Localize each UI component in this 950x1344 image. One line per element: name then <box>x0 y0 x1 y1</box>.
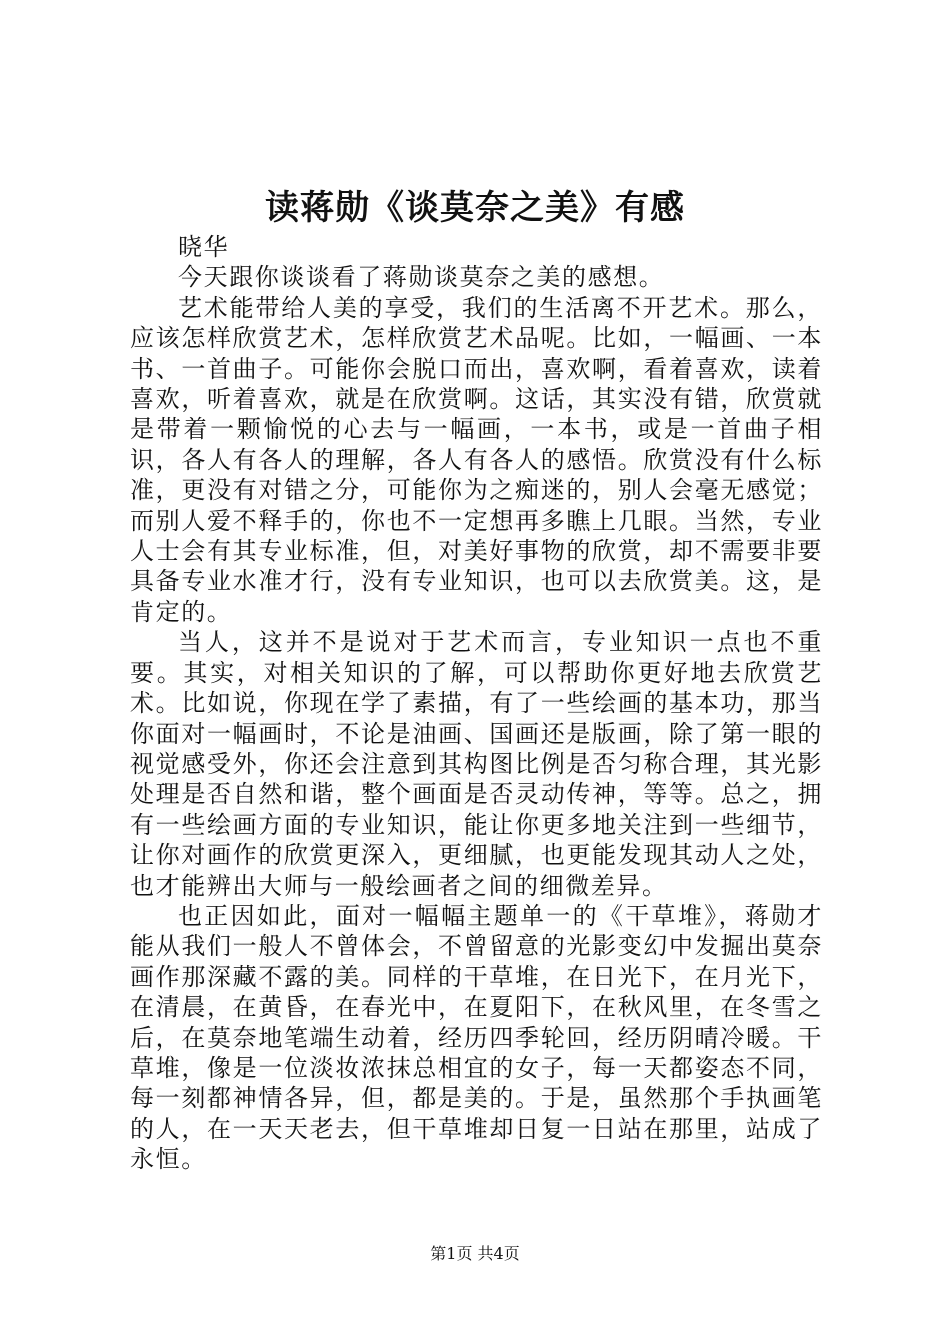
paragraph-4: 也正因如此，面对一幅幅主题单一的《干草堆》，蒋勋才能从我们一般人不曾体会，不曾留意的光影变幻中发掘出莫奈画作那深藏不露的美。同样的干草堆，在日光下，在月光下，在清晨，在黄昏，在春光中，在夏阳下，在秋风里，在冬雪之后，在莫奈地笔端生动着，经历四季轮回，经历阴晴冷暖。干草堆，像是一位淡妆浓抹总相宜的女子，每一天都姿态不同，每一刻都神情各异，但，都是美的。于是，虽然那个手执画笔的人，在一天天老去，但干草堆却日复一日站在那里，站成了永恒。 <box>130 901 823 1174</box>
paragraph-2: 艺术能带给人美的享受，我们的生活离不开艺术。那么，应该怎样欣赏艺术，怎样欣赏艺术品呢。比如，一幅画、一本书、一首曲子。可能你会脱口而出，喜欢啊，看着喜欢，读着喜欢，听着喜欢，就是在欣赏啊。这话，其实没有错，欣赏就是带着一颗愉悦的心去与一幅画，一本书，或是一首曲子相识，各人有各人的理解，各人有各人的感悟。欣赏没有什么标准，更没有对错之分，可能你为之痴迷的，别人会毫无感觉；而别人爱不释手的，你也不一定想再多瞧上几眼。当然，专业人士会有其专业标准，但，对美好事物的欣赏，却不需要非要具备专业水准才行，没有专业知识，也可以去欣赏美。这，是肯定的。 <box>130 293 823 626</box>
paragraph-1: 今天跟你谈谈看了蒋勋谈莫奈之美的感想。 <box>178 263 665 292</box>
page-footer: 第1页 共4页 <box>430 1244 520 1263</box>
document-title: 读蒋勋《谈莫奈之美》有感 <box>265 188 685 228</box>
paragraph-3: 当人，这并不是说对于艺术而言，专业知识一点也不重要。其实，对相关知识的了解，可以帮助你更好地去欣赏艺术。比如说，你现在学了素描，有了一些绘画的基本功，那当你面对一幅画时，不论是油画、国画还是版画，除了第一眼的视觉感受外，你还会注意到其构图比例是否匀称合理，其光影处理是否自然和谐，整个画面是否灵动传神，等等。总之，拥有一些绘画方面的专业知识，能让你更多地关注到一些细节，让你对画作的欣赏更深入，更细腻，也更能发现其动人之处，也才能辨出大师与一般绘画者之间的细微差异。 <box>130 628 823 900</box>
document-body <box>130 232 823 1175</box>
author-line: 晓华 <box>178 233 230 261</box>
